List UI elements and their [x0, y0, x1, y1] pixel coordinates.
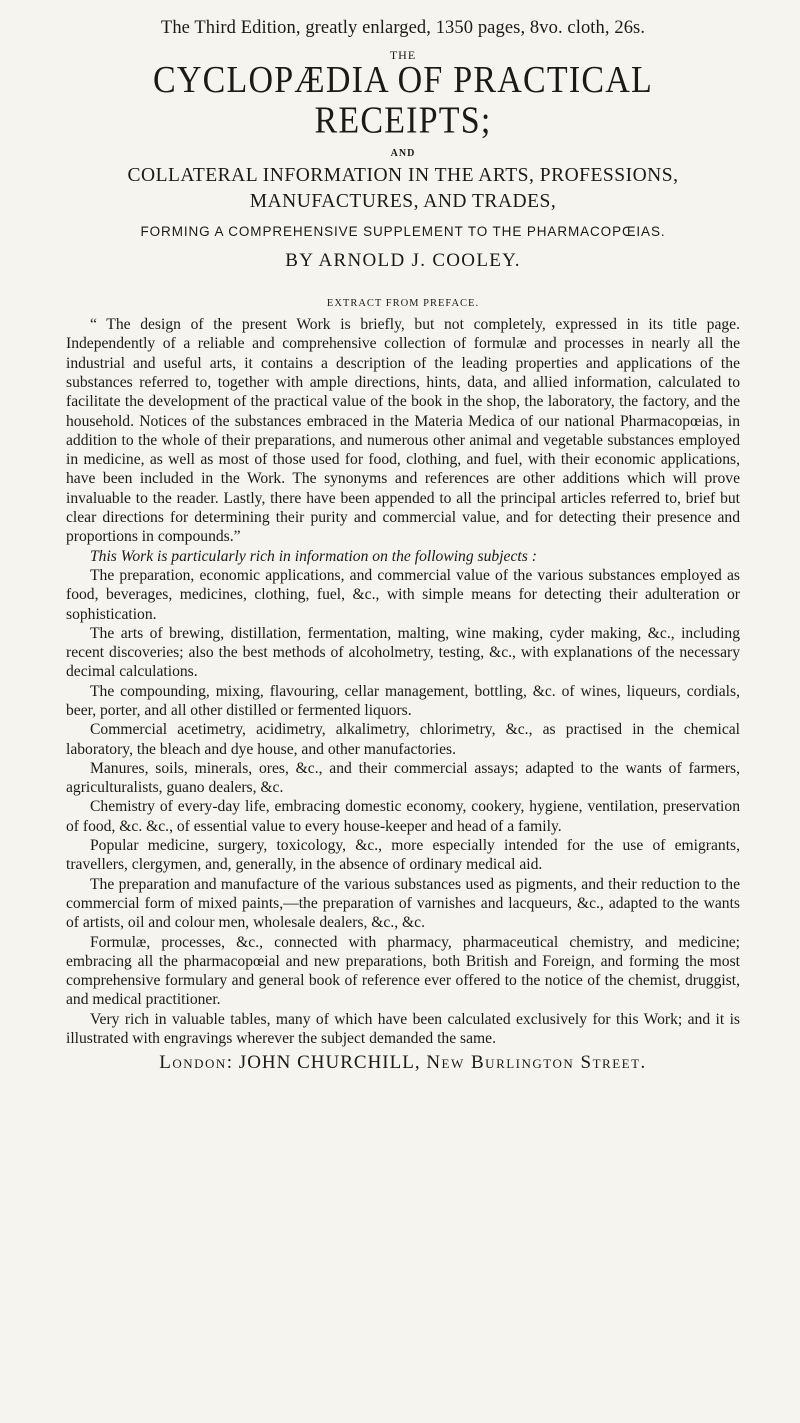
publisher-name: JOHN CHURCHILL,: [238, 1052, 421, 1074]
subjects-intro: This Work is particularly rich in information on the following subjects :: [90, 547, 537, 565]
author-line: BY ARNOLD J. COOLEY.: [285, 250, 521, 272]
edition-line: The Third Edition, greatly enlarged, 1350 pages, 8vo. cloth, 26s.: [160, 18, 646, 38]
forming-line: FORMING A COMPREHENSIVE SUPPLEMENT TO THE PHARMACOPŒIAS.: [140, 224, 666, 240]
subject-paragraph: Commercial acetimetry, acidimetry, alkalimetry, chlorimetry, &c., as practised in the chemical laboratory, the bleach and dye house, and other manufactories.: [66, 721, 740, 758]
book-title: CYCLOPÆDIA OF PRACTICAL RECEIPTS;: [153, 59, 653, 142]
subject-paragraph: Very rich in valuable tables, many of which have been calculated exclusively for this Work; and it is illustrated with engravings wherever the subject demanded the same.: [66, 1010, 740, 1048]
subject-paragraph: Manures, soils, minerals, ores, &c., and their commercial assays; adapted to the wants of farmers, agriculturalists, guano dealers, &c.: [66, 759, 740, 797]
preface-quote: “ The design of the present Work is briefly, but not completely, expressed in its title page. Independently of a reliable and comprehensive collection of formulæ and processes in nearly all the industrial and useful arts, it contains a description of the leading properties and applications of the substances referred to, together with ample directions, hints, data, and allied information, calculated to facilitate the development of the practical value of the book in the shop, the laboratory, the factory, and the household. Notices of the substances embraced in the Materia Medica of our national Pharmacopœias, in addition to the whole of their preparations, and numerous other animal and vegetable substances employed in medicine, as well as most of those used for food, clothing, and fuel, with their economic applications, have been included in the Work. The synonyms and references are other additions which will prove invaluable to the reader. Lastly, there have been appended to all the principal articles referred to, brief but clear directions for determining their purity and commercial value, and for detecting their presence and proportions in compounds.”: [66, 316, 740, 546]
publisher-city: London: [159, 1052, 227, 1074]
publisher-street: New Burlington Street.: [426, 1052, 647, 1074]
subject-paragraph: The compounding, mixing, flavouring, cellar management, bottling, &c. of wines, liqueurs, cordials, beer, porter, and all other distilled or fermented liquors.: [66, 682, 740, 719]
subject-paragraph: The arts of brewing, distillation, fermentation, malting, wine making, cyder making, &c., including recent discoveries; also the best methods of alcoholmetry, testing, &c., with explanations of the necessary decimal calculations.: [66, 624, 740, 681]
subtitle-line-1: COLLATERAL INFORMATION IN THE ARTS, PROFESSIONS,: [127, 165, 679, 187]
subject-paragraph: The preparation, economic applications, and commercial value of the various substances employed as food, beverages, medicines, clothing, fuel, &c., with simple means for detecting their adulteration or sophistication.: [66, 566, 740, 623]
preface-body: [66, 315, 740, 1048]
publisher-line: London: JOHN CHURCHILL, New Burlington Street.: [159, 1052, 647, 1074]
subject-paragraph: Chemistry of every-day life, embracing domestic economy, cookery, hygiene, ventilation, preservation of food, &c. &c., of essential value to every house-keeper and head of a family.: [66, 798, 740, 835]
subject-paragraph: Popular medicine, surgery, toxicology, &c., more especially intended for the use of emigrants, travellers, clergymen, and, generally, in the absence of ordinary medical aid.: [66, 837, 740, 874]
subject-paragraph: Formulæ, processes, &c., connected with pharmacy, pharmaceutical chemistry, and medicine; embracing all the pharmacopœial and new preparations, both British and Foreign, and forming the most comprehensive formulary and general book of reference ever offered to the notice of the chemist, druggist, and medical practitioner.: [66, 933, 740, 1009]
the-label: THE: [389, 48, 417, 62]
subtitle: [66, 163, 740, 214]
subject-paragraph: The preparation and manufacture of the various substances used as pigments, and their reduction to the commercial form of mixed paints,—the preparation of varnishes and lacqueurs, &c., adapted to the wants of artists, oil and colour men, wholesale dealers, &c., &c.: [66, 875, 740, 932]
and-label: AND: [390, 148, 416, 160]
subtitle-line-2: MANUFACTURES, AND TRADES,: [249, 190, 557, 212]
preface-heading: EXTRACT FROM PREFACE.: [326, 298, 480, 310]
